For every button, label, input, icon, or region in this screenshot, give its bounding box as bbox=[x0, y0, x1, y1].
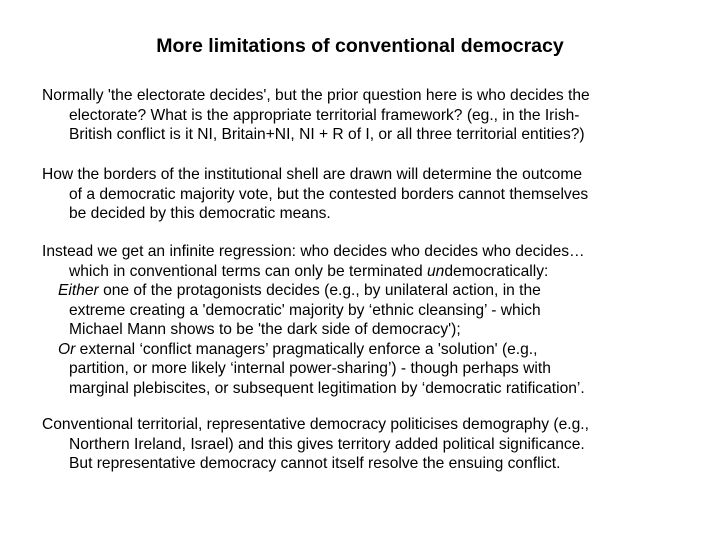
emphasis-text: Or bbox=[58, 340, 76, 358]
emphasis-text: un bbox=[426, 262, 445, 280]
paragraph-line bbox=[42, 262, 692, 282]
paragraph-representative-democracy bbox=[42, 415, 692, 474]
paragraph-line: Normally 'the electorate decides', but the prior question here is who decides the bbox=[42, 87, 590, 104]
emphasis-text: Either bbox=[58, 282, 99, 299]
paragraph-line: Northern Ireland, Israel) and this gives territory added political significance. bbox=[69, 435, 585, 453]
paragraph-line: partition, or more likely ‘internal power-sharing’) - though perhaps with bbox=[69, 360, 551, 377]
paragraph-line bbox=[42, 340, 692, 360]
slide-title: More limitations of conventional democracy bbox=[156, 35, 564, 57]
paragraph-territorial-framework bbox=[42, 86, 692, 145]
paragraph-line: Instead we get an infinite regression: who decides who decides who decides… bbox=[42, 243, 585, 260]
paragraph-infinite-regression bbox=[42, 242, 692, 398]
paragraph-line: of a democratic majority vote, but the contested borders cannot themselves bbox=[69, 185, 589, 203]
paragraph-line: But representative democracy cannot itself resolve the ensuing conflict. bbox=[69, 455, 561, 472]
text-segment: one of the protagonists decides (e.g., by unilateral action, in the bbox=[98, 282, 541, 299]
text-segment: external ‘conflict managers’ pragmatically enforce a 'solution' (e.g., bbox=[75, 340, 538, 358]
paragraph-line: be decided by this democratic means. bbox=[69, 205, 331, 222]
paragraph-line: Conventional territorial, representative democracy politicises demography (e.g., bbox=[42, 416, 589, 433]
paragraph-line: British conflict is it NI, Britain+NI, NI + R of I, or all three territorial entities?) bbox=[69, 126, 585, 143]
paragraph-line bbox=[42, 281, 692, 301]
text-segment: democratically: bbox=[444, 262, 549, 280]
paragraph-line: extreme creating a 'democratic' majority by ‘ethnic cleansing’ - which bbox=[69, 301, 541, 319]
text-segment: which in conventional terms can only be terminated bbox=[69, 262, 427, 280]
paragraph-line: electorate? What is the appropriate territorial framework? (eg., in the Irish- bbox=[69, 106, 580, 124]
paragraph-line: How the borders of the institutional shell are drawn will determine the outcome bbox=[42, 166, 582, 183]
paragraph-line: marginal plebiscites, or subsequent legitimation by ‘democratic ratification’. bbox=[69, 379, 585, 397]
paragraph-institutional-borders bbox=[42, 165, 692, 224]
paragraph-line: Michael Mann shows to be 'the dark side of democracy'); bbox=[69, 321, 461, 338]
